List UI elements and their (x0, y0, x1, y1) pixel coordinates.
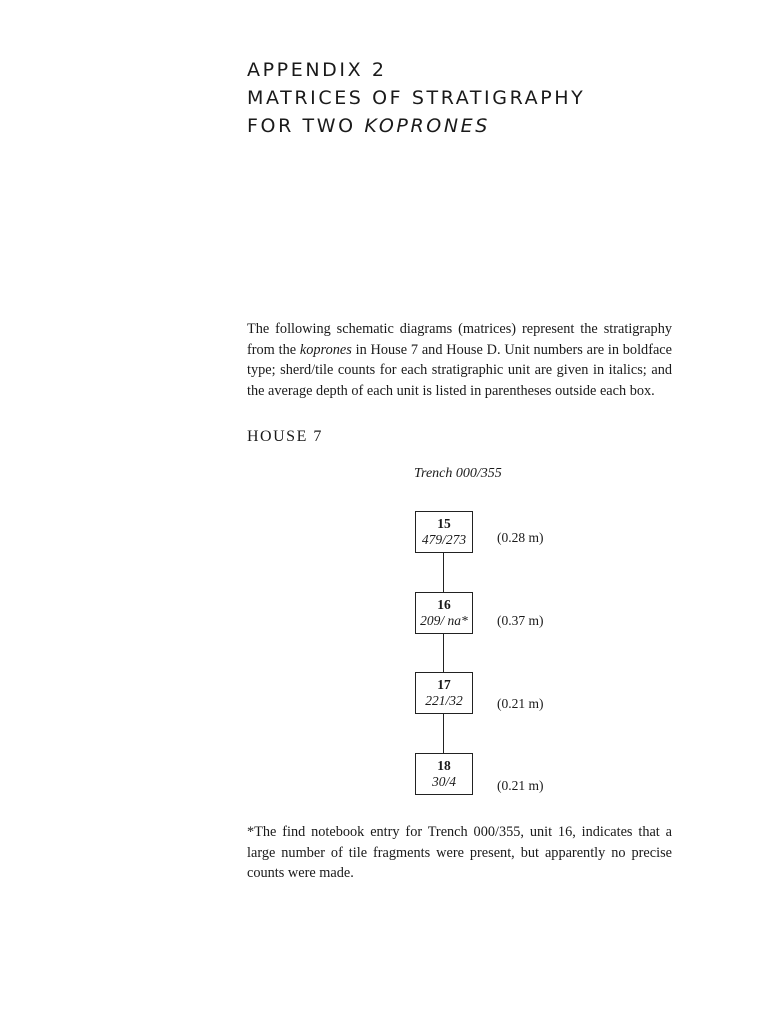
unit-number: 18 (437, 758, 451, 773)
title-line-1: APPENDIX 2 (247, 59, 387, 81)
unit-depth: (0.37 m) (497, 613, 544, 628)
unit-number: 17 (437, 677, 451, 692)
unit-box-18 (415, 753, 473, 795)
sherd-tile-counts: 221/32 (425, 693, 463, 708)
page-title (247, 56, 585, 140)
unit-box-17 (415, 672, 473, 714)
sherd-tile-counts: 479/273 (421, 532, 467, 547)
unit-number: 16 (437, 597, 451, 612)
matrix-connector (443, 553, 444, 592)
unit-depth: (0.21 m) (497, 696, 544, 711)
unit-box-16 (415, 592, 473, 634)
title-line-3-prefix: FOR TWO (247, 115, 365, 137)
section-heading-house-7: HOUSE 7 (247, 428, 323, 445)
matrix-connector (443, 714, 444, 753)
title-line-3-italic: KOPRONES (364, 115, 490, 137)
title-line-3 (247, 112, 585, 140)
sherd-tile-counts: 209/ na* (420, 613, 468, 628)
trench-label: Trench 000/355 (414, 466, 502, 481)
title-line-2: MATRICES OF STRATIGRAPHY (247, 87, 586, 109)
matrix-connector (443, 634, 444, 672)
footnote: *The find notebook entry for Trench 000/355, unit 16, indicates that a large number of tile fragments were present, but apparently no precise counts were made. (247, 824, 672, 881)
unit-box-15 (415, 511, 473, 553)
unit-number: 15 (437, 516, 451, 531)
unit-depth: (0.21 m) (497, 778, 544, 793)
intro-italic-word: koprones (299, 341, 352, 358)
intro-paragraph (247, 319, 672, 401)
sherd-tile-counts: 30/4 (431, 774, 456, 789)
intro-text-before: The following schematic diagrams (matrices) represent the stratigraphy from the (247, 321, 672, 358)
unit-depth: (0.28 m) (497, 530, 544, 545)
intro-text-after: in House 7 and House D. Unit numbers are in boldface type; sherd/tile counts for each stratigraphic unit are given in italics; and the average depth of each unit is listed in parentheses outside each box. (247, 341, 673, 399)
